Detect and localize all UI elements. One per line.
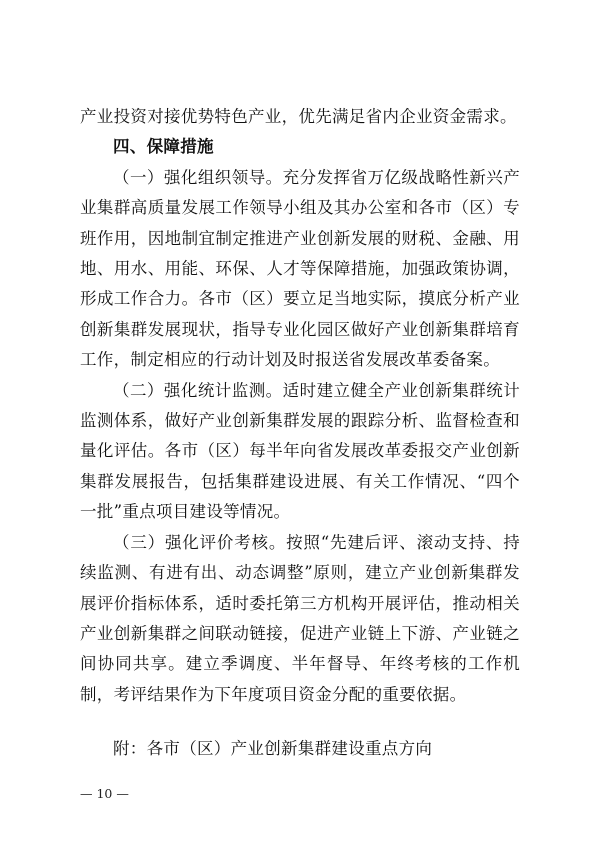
paragraph-evaluation: （三）强化评价考核。按照“先建后评、滚动支持、持续监测、有进有出、动态调整”原则，建立产业创新集群发展评价指标体系，适时委托第三方机构开展评估，推动相关产业创新集群之间联动链接，促进产业链上下游、产业链之间协同共享。建立季调度、半年督导、年终考核的工作机制，考评结果作为下年度项目资金分配的重要依据。: [80, 532, 520, 704]
section-heading: 四、保障措施: [113, 137, 214, 157]
appendix-line: 附：各市（区）产业创新集群建设重点方向: [113, 739, 433, 758]
paragraph-statistics: （二）强化统计监测。适时建立健全产业创新集群统计监测体系，做好产业创新集群发展的跟踪分析、监督检查和量化评估。各市（区）每半年向省发展改革委报交产业创新集群发展报告，包括集群建设进展、有关工作情况、“四个一批”重点项目建设等情况。: [80, 380, 520, 522]
page-number: — 10 —: [80, 786, 129, 801]
paragraph-continuation: 产业投资对接优势特色产业，优先满足省内企业资金需求。: [80, 107, 517, 126]
body-text: [80, 102, 520, 710]
paragraph-organization: （一）强化组织领导。充分发挥省万亿级战略性新兴产业集群高质量发展工作领导小组及其办公室和各市（区）专班作用，因地制宜制定推进产业创新发展的财税、金融、用地、用水、用能、环保、人才等保障措施，加强政策协调，形成工作合力。各市（区）要立足当地实际，摸底分析产业创新集群发展现状，指导专业化园区做好产业创新集群培育工作，制定相应的行动计划及时报送省发展改革委备案。: [80, 167, 520, 370]
